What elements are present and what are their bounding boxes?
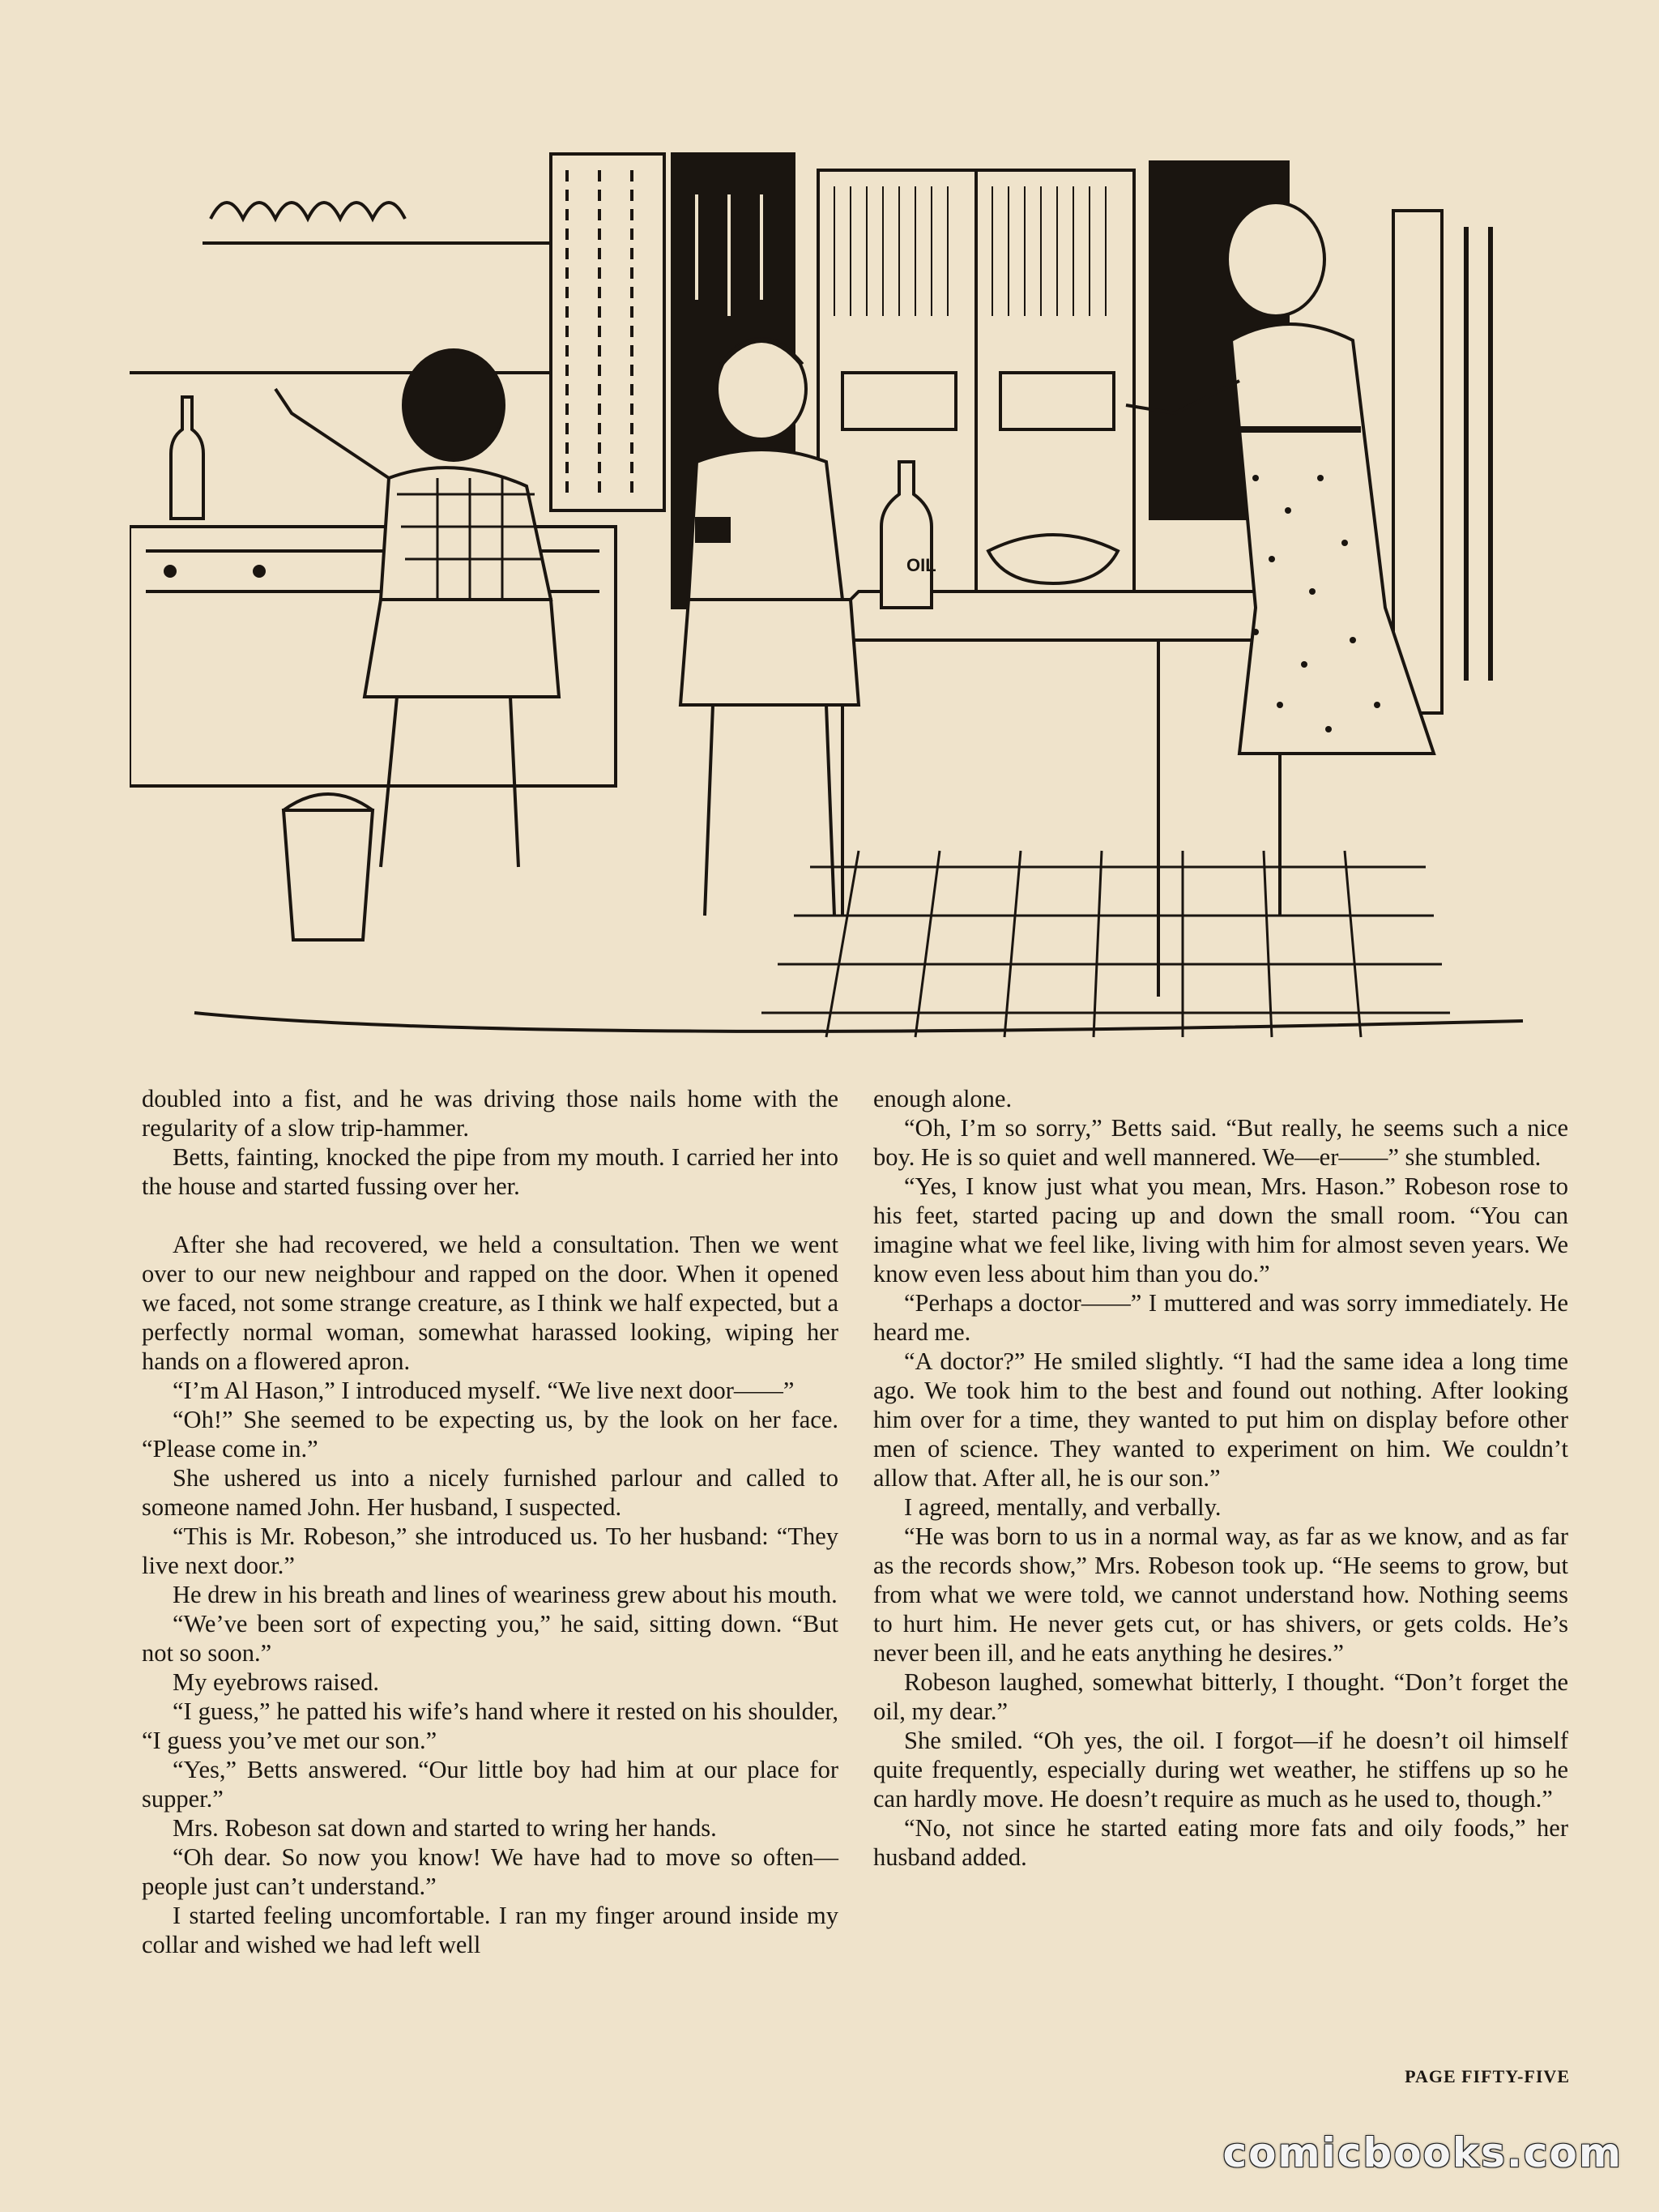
- paragraph: “This is Mr. Robeson,” she introduced us. To her husband: “They live next door.”: [142, 1522, 838, 1579]
- paragraph: He drew in his breath and lines of weariness grew about his mouth.: [173, 1581, 838, 1608]
- paragraph: “Oh!” She seemed to be expecting us, by the look on her face. “Please come in.”: [142, 1406, 838, 1463]
- paragraph: “He was born to us in a normal way, as far as we know, and as far as the records show,” Mrs. Robeson took up. “He seems to grow, but from what we were told, we cannot understand how. Nothing seems to hurt him. He never gets cut, or has shivers, or gets colds. He’s never been ill, and he eats anything he desires.”: [873, 1522, 1568, 1667]
- page-number: PAGE FIFTY-FIVE: [1405, 2066, 1570, 2086]
- paragraph: My eyebrows raised.: [173, 1668, 379, 1696]
- paragraph: Mrs. Robeson sat down and started to wring her hands.: [173, 1814, 717, 1842]
- story-column-left: [142, 1084, 838, 1959]
- paragraph: “Yes,” Betts answered. “Our little boy had him at our place for supper.”: [142, 1756, 838, 1813]
- paragraph: After she had recovered, we held a consultation. Then we went over to our new neighbour and rapped on the door. When it opened we faced, not some strange creature, as I think we half expected, but a perfectly normal woman, somewhat harassed looking, wiping her hands on a flowered apron.: [142, 1231, 838, 1375]
- paragraph: She smiled. “Oh yes, the oil. I forgot—if he doesn’t oil himself quite frequently, especially during wet weather, he stiffens up so he can hardly move. He doesn’t require as much as he used to, though.”: [873, 1727, 1568, 1813]
- oil-bottle-label: OIL: [906, 555, 936, 575]
- site-watermark: comicbooks.com: [1222, 2129, 1623, 2176]
- paragraph: I started feeling uncomfortable. I ran my finger around inside my collar and wished we had left well: [142, 1902, 838, 1958]
- paragraph: “We’ve been sort of expecting you,” he said, sitting down. “But not so soon.”: [142, 1610, 838, 1667]
- paragraph: “Yes, I know just what you mean, Mrs. Hason.” Robeson rose to his feet, started pacing up and down the small room. “You can imagine what we feel like, living with him for almost seven years. We know even less about him than you do.”: [873, 1172, 1568, 1287]
- paragraph: “Oh, I’m so sorry,” Betts said. “But really, he seems such a nice boy. He is so quiet and well mannered. We—er——” she stumbled.: [873, 1114, 1568, 1171]
- paragraph: doubled into a fist, and he was driving those nails home with the regularity of a slow trip-hammer.: [142, 1085, 838, 1142]
- paragraph: “Oh dear. So now you know! We have had to move so often—people just can’t understand.”: [142, 1843, 838, 1900]
- paragraph: enough alone.: [873, 1085, 1013, 1112]
- paragraph: “I’m Al Hason,” I introduced myself. “We live next door——”: [173, 1377, 795, 1404]
- paragraph: I agreed, mentally, and verbally.: [904, 1493, 1222, 1521]
- paragraph: She ushered us into a nicely furnished parlour and called to someone named John. Her husband, I suspected.: [142, 1464, 838, 1521]
- kitchen-scene-drawing: [130, 138, 1563, 1053]
- paragraph: Robeson laughed, somewhat bitterly, I thought. “Don’t forget the oil, my dear.”: [873, 1668, 1568, 1725]
- story-column-right: [873, 1084, 1568, 1872]
- kitchen-illustration: [130, 138, 1563, 1053]
- paragraph: “Perhaps a doctor——” I muttered and was sorry immediately. He heard me.: [873, 1289, 1568, 1346]
- paragraph: “A doctor?” He smiled slightly. “I had the same idea a long time ago. We took him to the best and found out nothing. After looking him over for a time, they wanted to put him on display before other men of science. They wanted to experiment on him. We couldn’t allow that. After all, he is our son.”: [873, 1347, 1568, 1492]
- paragraph: Betts, fainting, knocked the pipe from my mouth. I carried her into the house and started fussing over her.: [142, 1143, 838, 1200]
- paragraph: “I guess,” he patted his wife’s hand where it rested on his shoulder, “I guess you’ve met our son.”: [142, 1697, 838, 1754]
- paragraph: “No, not since he started eating more fats and oily foods,” her husband added.: [873, 1814, 1568, 1871]
